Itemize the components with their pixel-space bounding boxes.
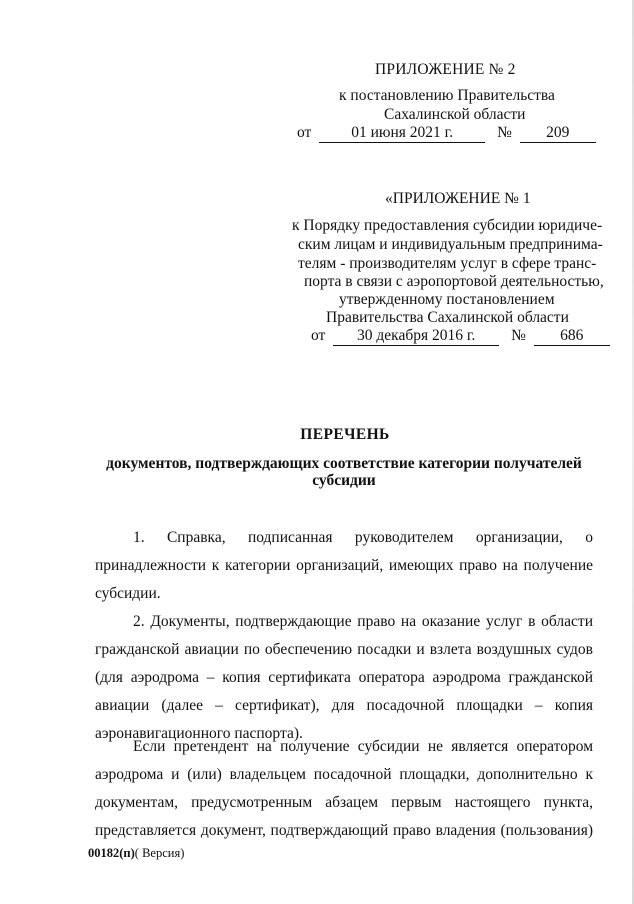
appendix1-line-4: утвержденному постановлением <box>339 291 555 308</box>
paragraph-3-line-2: документам, предусмотренным абзацем первым настоящего пункта, <box>95 794 593 811</box>
appendix2-title: ПРИЛОЖЕНИЕ № 2 <box>375 61 516 78</box>
paragraph-3-line-1: аэродрома и (или) владельцем посадочной площадки, дополнительно к <box>95 766 593 783</box>
appendix2-date-row <box>297 124 596 143</box>
appendix2-from-label: от <box>297 124 312 141</box>
paragraph-1 <box>95 524 593 608</box>
document-title: ПЕРЕЧЕНЬ <box>300 426 390 443</box>
appendix2-line1: к постановлению Правительства <box>339 87 555 104</box>
appendix2-line2: Сахалинской области <box>384 106 526 123</box>
paragraph-2-line-3: авиации (далее – сертификат), для посадочной площадки – копия <box>95 697 593 714</box>
paragraph-2-line-1: гражданской авиации по обеспечению посадки и взлета воздушных судов <box>95 641 593 658</box>
paragraph-1-line-2: субсидии. <box>95 585 161 602</box>
appendix1-line-1: ским лицам и индивидуальным предпринима- <box>298 236 603 253</box>
document-subtitle-line1: документов, подтверждающих соответствие категории получателей <box>106 455 582 472</box>
appendix1-line-2: телям - производителям услуг в сфере транс- <box>298 255 597 272</box>
appendix1-line-0: к Порядку предоставления субсидии юридиче- <box>292 217 603 234</box>
paragraph-1-line-0: 1. Справка, подписанная руководителем организации, о <box>133 529 593 546</box>
document-subtitle-line2: субсидии <box>312 472 376 489</box>
appendix1-date: 30 декабря 2016 г. <box>333 327 499 346</box>
appendix2-number: 209 <box>520 124 596 143</box>
paragraph-2 <box>95 608 593 748</box>
paragraph-3-line-0: Если претендент на получение субсидии не является оператором <box>133 738 593 755</box>
appendix1-line-3: порта в связи с аэропортовой деятельностью, <box>304 273 604 290</box>
appendix1-date-row <box>311 327 610 346</box>
appendix2-num-label: № <box>497 124 512 141</box>
paragraph-2-line-4: аэронавигационного паспорта). <box>95 725 303 742</box>
paragraph-2-line-0: 2. Документы, подтверждающие право на оказание услуг в области <box>133 613 593 630</box>
footer-version <box>88 846 184 861</box>
appendix1-title: «ПРИЛОЖЕНИЕ № 1 <box>385 190 531 207</box>
footer-version-label: ( Версия) <box>134 846 185 860</box>
paragraph-3 <box>95 733 593 845</box>
appendix1-from-label: от <box>311 327 326 344</box>
paragraph-1-line-1: принадлежности к категории организаций, имеющих право на получение <box>95 557 593 574</box>
appendix1-number: 686 <box>534 327 610 346</box>
appendix2-date: 01 июня 2021 г. <box>319 124 485 143</box>
appendix1-num-label: № <box>511 327 526 344</box>
paragraph-2-line-2: (для аэродрома – копия сертификата оператора аэродрома гражданской <box>95 669 593 686</box>
paragraph-3-line-3: представляется документ, подтверждающий право владения (пользования) <box>95 822 593 839</box>
footer-code: 00182(п) <box>88 846 135 860</box>
appendix1-line-5: Правительства Сахалинской области <box>326 309 569 326</box>
